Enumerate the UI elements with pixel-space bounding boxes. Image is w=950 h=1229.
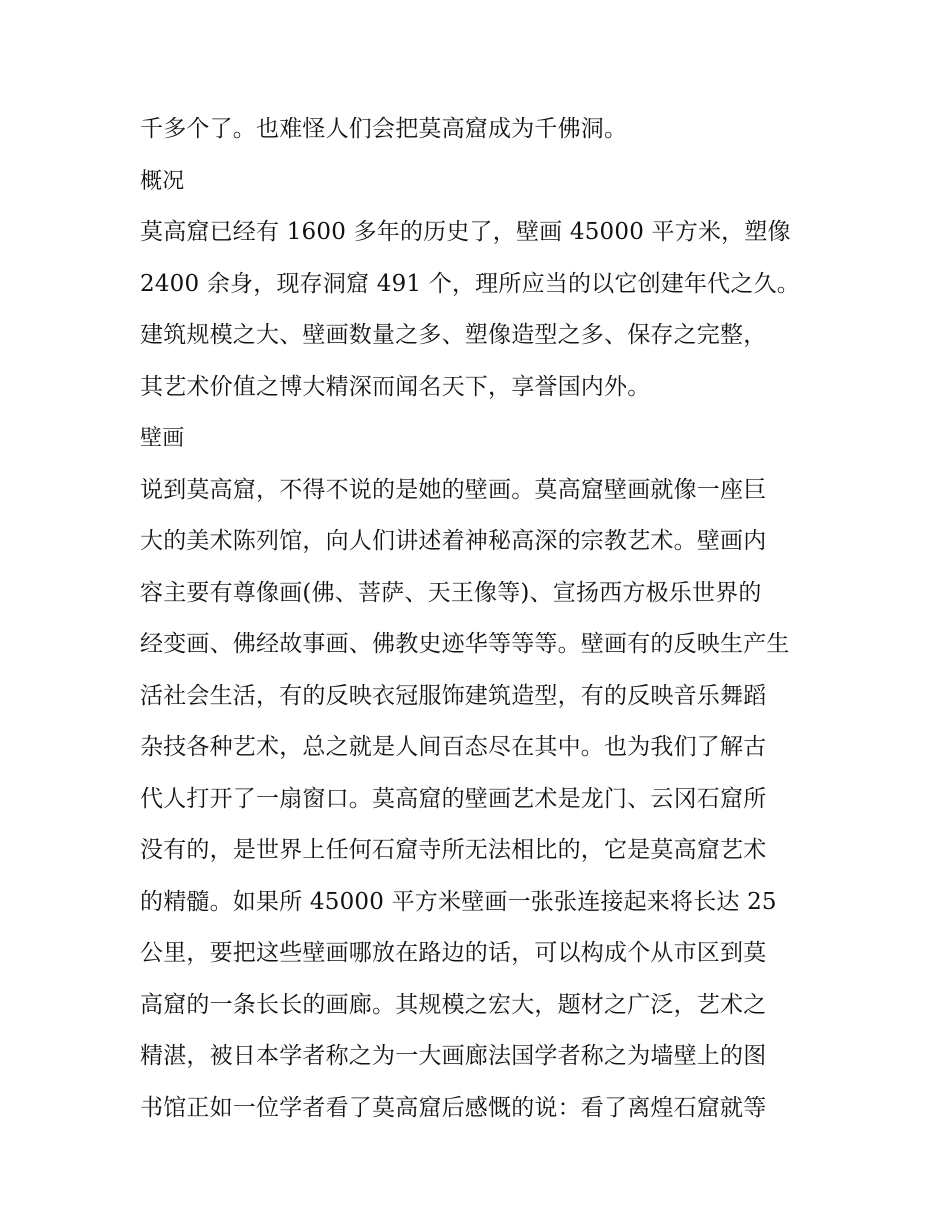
text-line: 千多个了。也难怪人们会把莫高窟成为千佛洞。 [140, 116, 628, 142]
text-line: 其艺术价值之博大精深而闻名天下，享誉国内外。 [140, 373, 651, 400]
text-line: 大的美术陈列馆，向人们讲述着神秘高深的宗教艺术。壁画内 [140, 528, 767, 554]
text-line: 2400 余身，现存洞窟 491 个，理所应当的以它创建年代之久。 [140, 270, 800, 297]
section-heading: 壁画 [140, 426, 185, 451]
text-line: 书馆正如一位学者看了莫高窟后感慨的说：看了离煌石窟就等 [140, 1094, 767, 1121]
text-line: 代人打开了一扇窗口。莫高窟的壁画艺术是龙门、云冈石窟所 [140, 785, 767, 812]
section-heading: 概况 [140, 168, 185, 194]
document-body [140, 104, 820, 1134]
text-line: 公里，要把这些壁画哪放在路边的话，可以构成个从市区到莫 [140, 940, 767, 966]
text-line: 的精髓。如果所 45000 平方米壁画一张张连接起来将长达 25 [140, 888, 777, 915]
text-line: 精湛，被日本学者称之为一大画廊法国学者称之为墙壁上的图 [140, 1043, 767, 1069]
text-line: 经变画、佛经故事画、佛教史迹华等等等。壁画有的反映生产生 [140, 631, 790, 657]
text-line: 没有的，是世界上任何石窟寺所无法相比的，它是莫高窟艺术 [140, 837, 767, 863]
text-line: 容主要有尊像画(佛、菩萨、天王像等)、宣扬西方极乐世界的 [140, 579, 762, 606]
text-line: 活社会生活，有的反映衣冠服饰建筑造型，有的反映音乐舞蹈 [140, 682, 767, 709]
text-line: 高窟的一条长长的画廊。其规模之宏大，题材之广泛，艺术之 [140, 991, 767, 1018]
text-line: 杂技各种艺术，总之就是人间百态尽在其中。也为我们了解古 [140, 734, 767, 760]
text-line: 建筑规模之大、壁画数量之多、塑像造型之多、保存之完整， [140, 322, 767, 348]
text-line: 莫高窟已经有 1600 多年的历史了，壁画 45000 平方米，塑像 [140, 219, 791, 245]
text-line: 说到莫高窟，不得不说的是她的壁画。莫高窟壁画就像一座巨 [140, 476, 767, 503]
